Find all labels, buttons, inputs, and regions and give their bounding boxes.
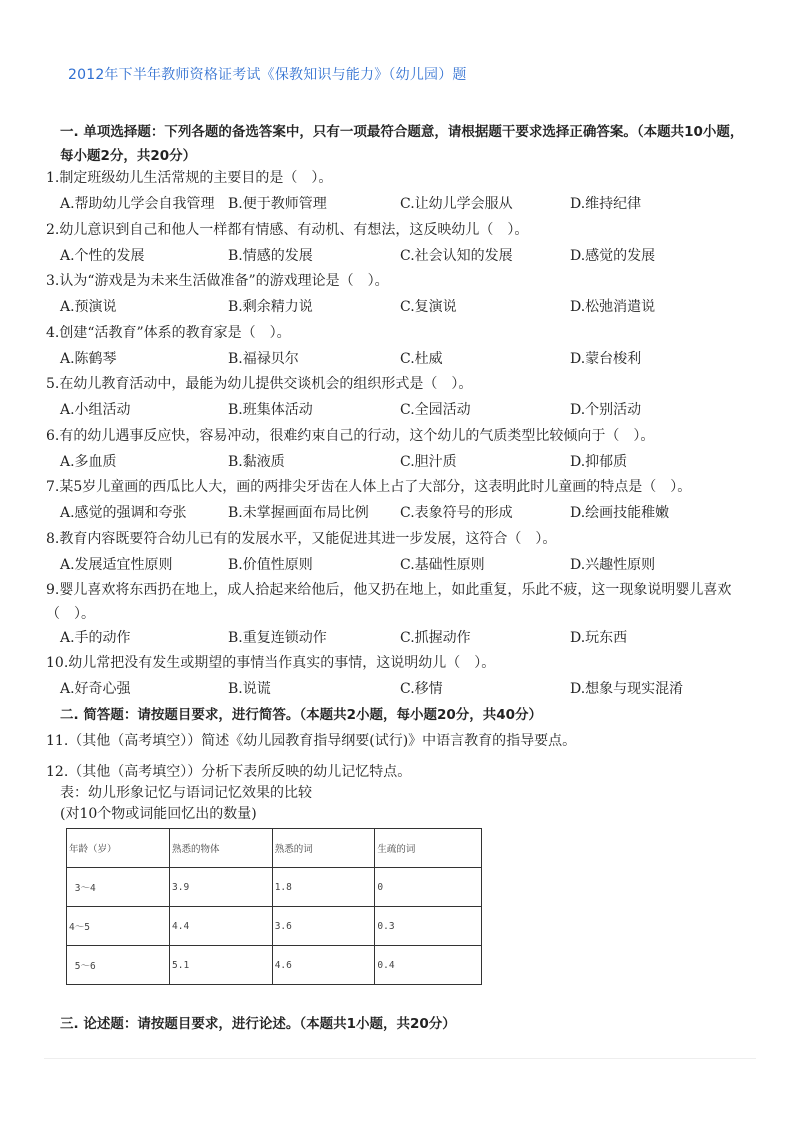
question-1: 1.制定班级幼儿生活常规的主要目的是（ ）。 [46,170,333,186]
question-11: 11.（其他（高考填空））简述《幼儿园教育指导纲要(试行)》中语言教育的指导要点。 [46,733,577,749]
table-cell: 0.3 [375,907,482,946]
table-cell: 5～6 [67,946,170,985]
table-cell: 1.8 [272,868,375,907]
question-1-options [60,192,760,216]
table-header-row [67,829,482,868]
question-9-options [60,626,760,650]
table-cell: 3.9 [170,868,273,907]
memory-comparison-table [66,828,482,985]
option-c[interactable]: C.复演说 [400,299,457,315]
section-3-heading: 三. 论述题：请按题目要求，进行论述。（本题共1小题，共20分） [60,1016,456,1032]
question-10: 10.幼儿常把没有发生或期望的事情当作真实的事情，这说明幼儿（ ）。 [46,655,496,671]
option-d[interactable]: D.想象与现实混淆 [570,681,684,697]
option-b[interactable]: B.情感的发展 [228,248,313,264]
table-cell: 4.6 [272,946,375,985]
option-a[interactable]: A.陈鹤琴 [60,351,117,367]
option-b[interactable]: B.福禄贝尔 [228,351,299,367]
option-c[interactable]: C.社会认知的发展 [400,248,513,264]
option-a[interactable]: A.多血质 [60,454,117,470]
option-c[interactable]: C.抓握动作 [400,630,471,646]
option-d[interactable]: D.个别活动 [570,402,642,418]
section-1-heading: 一. 单项选择题：下列各题的备选答案中，只有一项最符合题意，请根据题干要求选择正确答案。（本题共10小题，每小题2分，共20分） [60,124,744,164]
option-d[interactable]: D.感觉的发展 [570,248,656,264]
option-a[interactable]: A.发展适宜性原则 [60,557,173,573]
question-3-options [60,295,760,319]
option-c[interactable]: C.表象符号的形成 [400,505,513,521]
question-5-options [60,398,760,422]
option-c[interactable]: C.杜威 [400,351,443,367]
question-2: 2.幼儿意识到自己和他人一样都有情感、有动机、有想法，这反映幼儿（ ）。 [46,222,529,238]
question-6: 6.有的幼儿遇事反应快，容易冲动，很难约束自己的行动，这个幼儿的气质类型比较倾向于（ ）。 [46,428,655,444]
option-b[interactable]: B.未掌握画面布局比例 [228,505,369,521]
question-6-options [60,450,760,474]
table-cell: 4.4 [170,907,273,946]
question-10-options [60,677,760,701]
header-cell: 熟悉的词 [272,829,375,868]
table-cell: 4～5 [67,907,170,946]
option-b[interactable]: B.说谎 [228,681,271,697]
question-12: 12.（其他（高考填空））分析下表所反映的幼儿记忆特点。 [46,764,412,780]
option-c[interactable]: C.让幼儿学会服从 [400,196,513,212]
option-a[interactable]: A.手的动作 [60,630,131,646]
option-d[interactable]: D.维持纪律 [570,196,642,212]
option-b[interactable]: B.班集体活动 [228,402,313,418]
table-cell: 0.4 [375,946,482,985]
table-row [67,946,482,985]
header-cell: 熟悉的物体 [170,829,273,868]
exam-title: 2012年下半年教师资格证考试《保教知识与能力》（幼儿园）题 [68,67,467,83]
option-a[interactable]: A.帮助幼儿学会自我管理 [60,196,215,212]
option-d[interactable]: D.兴趣性原则 [570,557,656,573]
footer-divider [44,1058,756,1059]
option-b[interactable]: B.价值性原则 [228,557,313,573]
table-row [67,868,482,907]
option-a[interactable]: A.小组活动 [60,402,131,418]
header-cell: 生疏的词 [375,829,482,868]
question-4-options [60,347,760,371]
option-a[interactable]: A.预演说 [60,299,117,315]
option-d[interactable]: D.蒙台梭利 [570,351,642,367]
question-5: 5.在幼儿教育活动中，最能为幼儿提供交谈机会的组织形式是（ ）。 [46,376,473,392]
question-2-options [60,244,760,268]
option-c[interactable]: C.移情 [400,681,443,697]
option-a[interactable]: A.个性的发展 [60,248,145,264]
table-cell: 5.1 [170,946,273,985]
option-c[interactable]: C.胆汁质 [400,454,457,470]
option-a[interactable]: A.感觉的强调和夸张 [60,505,187,521]
option-c[interactable]: C.全园活动 [400,402,471,418]
table-cell: 3～4 [67,868,170,907]
option-d[interactable]: D.抑郁质 [570,454,628,470]
option-d[interactable]: D.绘画技能稚嫩 [570,505,670,521]
question-7: 7.某5岁儿童画的西瓜比人大，画的两排尖牙齿在人体上占了大部分，这表明此时儿童画的特点是（ ）。 [46,479,692,495]
table-row [67,907,482,946]
question-4: 4.创建“活教育”体系的教育家是（ ）。 [46,325,291,341]
table-subcaption: (对10个物或词能回忆出的数量) [60,806,257,822]
option-b[interactable]: B.便于教师管理 [228,196,327,212]
question-8: 8.教育内容既要符合幼儿已有的发展水平，又能促进其进一步发展，这符合（ ）。 [46,531,557,547]
question-8-options [60,553,760,577]
option-d[interactable]: D.玩东西 [570,630,628,646]
question-3: 3.认为“游戏是为未来生活做准备”的游戏理论是（ ）。 [46,273,389,289]
table-cell: 3.6 [272,907,375,946]
option-d[interactable]: D.松弛消遣说 [570,299,656,315]
option-b[interactable]: B.重复连锁动作 [228,630,327,646]
table-caption: 表：幼儿形象记忆与语词记忆效果的比较 [60,785,312,801]
table-cell: 0 [375,868,482,907]
question-9: 9.婴儿喜欢将东西扔在地上，成人拾起来给他后，他又扔在地上，如此重复，乐此不疲，这一现象说明婴儿喜欢（ ）。 [46,582,732,622]
option-a[interactable]: A.好奇心强 [60,681,131,697]
question-7-options [60,501,760,525]
option-b[interactable]: B.黏液质 [228,454,285,470]
option-c[interactable]: C.基础性原则 [400,557,485,573]
section-2-heading: 二. 简答题：请按题目要求，进行简答。（本题共2小题，每小题20分，共40分） [60,707,543,723]
header-cell: 年龄（岁） [67,829,170,868]
option-b[interactable]: B.剩余精力说 [228,299,313,315]
